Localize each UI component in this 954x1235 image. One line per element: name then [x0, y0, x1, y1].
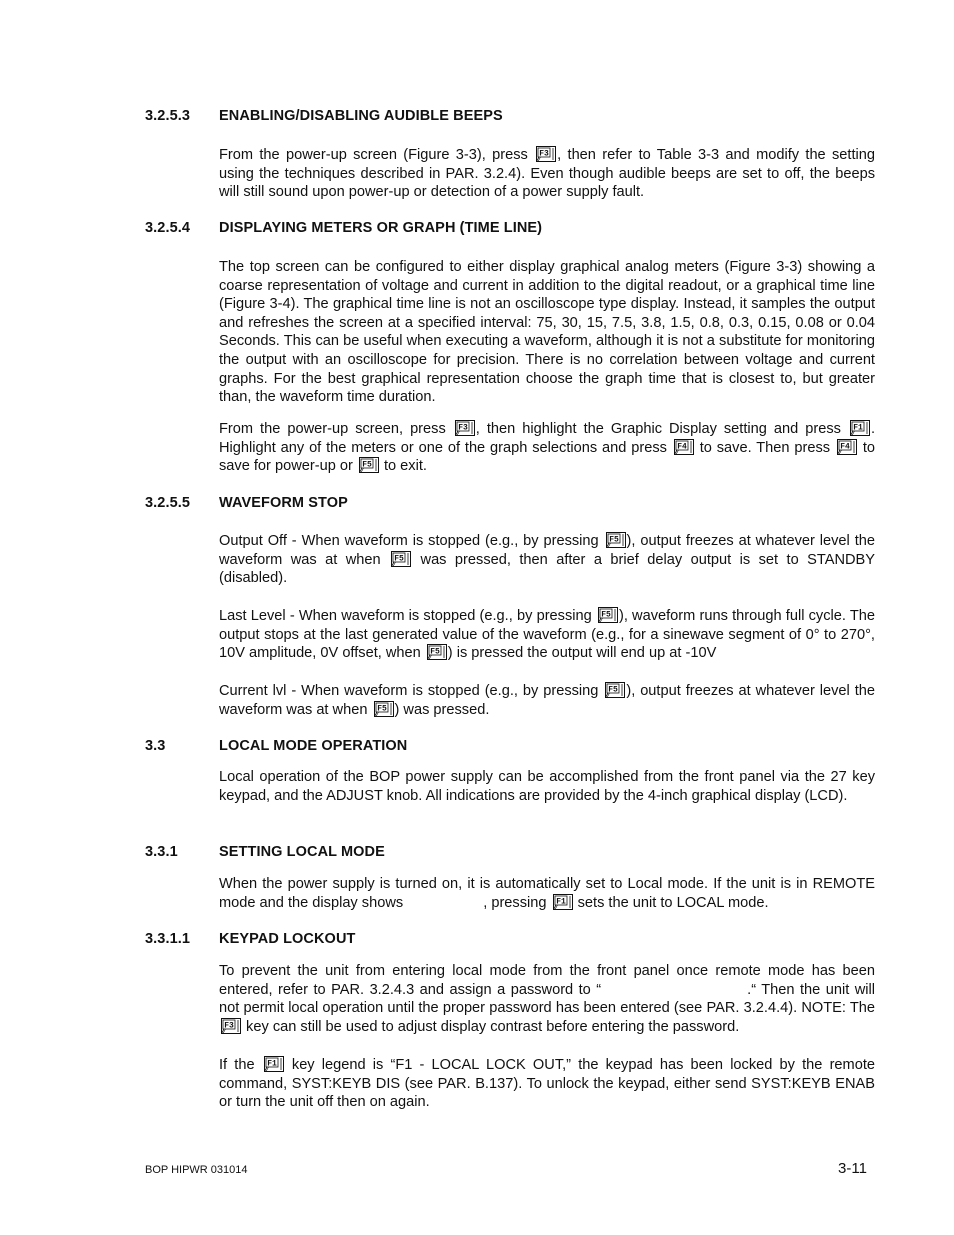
f1-key-icon: [552, 894, 573, 910]
keycap-graphic: [849, 420, 870, 436]
paragraph: The top screen can be configured to either display graphical analog meters (Figure 3-3) showing a coarse representation of voltage and current in addition to the digital readout, or a graphical time line (Figure 3-4). The graphical time line is not an oscilloscope type display. Instead, it samples the output and refreshes the screen at a specified interval: 75, 30, 15, 7.5, 3.8, 1.5, 0.8, 0.3, 0.15, 0.08 or 0.04 Seconds. This can be useful when executing a waveform, although it is not a substitute for monitoring the output with an oscilloscope for precision. There is no correlation between voltage and current graphs. For the best graphical representation choose the graph time that is closest to, but greater than, the waveform time duration.: [219, 259, 875, 406]
section-title: WAVEFORM STOP: [219, 495, 348, 511]
section-number: 3.3.1: [145, 844, 178, 860]
svg-text:F1: F1: [853, 423, 863, 433]
keycap-graphic: [836, 439, 857, 455]
keycap-graphic: [390, 551, 411, 567]
section-title: ENABLING/DISABLING AUDIBLE BEEPS: [219, 108, 503, 124]
section-number: 3.2.5.5: [145, 495, 191, 511]
section-number: 3.2.5.4: [145, 220, 191, 236]
f1-key-icon: [849, 420, 870, 436]
paragraph: Last Level - When waveform is stopped (e.g., by pressing F5 ), waveform runs through full cycle. The output stops at the last generated value of the waveform (e.g., for a sinewave segment of 0° to 270°, 10V amplitude, 0V offset, when F5 ) is pressed the output will end up at -10V: [219, 608, 876, 662]
section-title: LOCAL MODE OPERATION: [219, 738, 408, 754]
svg-text:F5: F5: [601, 610, 611, 620]
f5-key-icon: [605, 532, 626, 548]
f3-key-icon: [220, 1018, 241, 1034]
keycap-graphic: [263, 1056, 284, 1072]
f5-key-icon: [358, 457, 379, 473]
paragraph: When the power supply is turned on, it is automatically set to Local mode. If the unit is in REMOTE mode and the display shows , pressing F1 sets the unit to LOCAL mode.: [219, 876, 875, 911]
section-title: KEYPAD LOCKOUT: [219, 931, 356, 947]
svg-text:F5: F5: [362, 460, 372, 470]
paragraph: Current lvl - When waveform is stopped (e.g., by pressing F5 ), output freezes at whatever level the waveform was at when F5 ) was pressed.: [219, 683, 875, 718]
section-number: 3.3: [145, 738, 166, 754]
f5-key-icon: [597, 607, 618, 623]
keycap-graphic: [454, 420, 475, 436]
f3-key-icon: [454, 420, 475, 436]
section-number: 3.3.1.1: [145, 931, 191, 947]
f5-key-icon: [373, 701, 394, 717]
keycap-graphic: [552, 894, 573, 910]
f1-key-icon: [263, 1056, 284, 1072]
keycap-graphic: [604, 682, 625, 698]
f3-key-icon: [535, 146, 556, 162]
paragraph: From the power-up screen, press F3 , then highlight the Graphic Display setting and press F1 . Highlight any of the meters or one of the graph selections and press F4 to save. Then press F4 to save for power-up or F5 to exit.: [219, 421, 876, 475]
svg-text:F4: F4: [677, 442, 687, 452]
keycap-graphic: [373, 701, 394, 717]
svg-text:F3: F3: [539, 149, 549, 159]
svg-text:F5: F5: [608, 535, 619, 545]
keycap-graphic: [426, 644, 447, 660]
f5-key-icon: [390, 551, 411, 567]
section-number: 3.2.5.3: [145, 108, 191, 124]
section-title: DISPLAYING METERS OR GRAPH (TIME LINE): [219, 220, 543, 236]
svg-text:F5: F5: [608, 685, 619, 695]
keycap-graphic: [597, 607, 618, 623]
section-title: SETTING LOCAL MODE: [219, 844, 385, 860]
paragraph: If the F1 key legend is “F1 - LOCAL LOCK OUT,” the keypad has been locked by the remote command, SYST:KEYB DIS (see PAR. B.137). To unlock the keypad, either send SYST:KEYB ENAB or turn the unit off then on again.: [219, 1057, 875, 1111]
f5-key-icon: [426, 644, 447, 660]
svg-text:F4: F4: [840, 442, 850, 452]
keycap-graphic: [673, 439, 694, 455]
svg-text:F1: F1: [266, 1059, 277, 1069]
svg-text:F3: F3: [224, 1021, 234, 1031]
svg-text:F1: F1: [555, 897, 566, 907]
keycap-graphic: [535, 146, 556, 162]
f4-key-icon: [673, 439, 694, 455]
keycap-graphic: [605, 532, 626, 548]
svg-text:F3: F3: [457, 423, 468, 433]
svg-text:F5: F5: [376, 704, 387, 714]
paragraph: To prevent the unit from entering local mode from the front panel once remote mode has been entered, refer to PAR. 3.2.4.3 and assign a password to “ .“ Then the unit will not permit local operation until the proper password has been entered (see PAR. 3.2.4.4). NOTE: The F3 key can still be used to adjust display contrast before entering the password.: [219, 963, 875, 1035]
footer-doc-id: BOP HIPWR 031014: [145, 1164, 248, 1176]
svg-text:F5: F5: [429, 647, 440, 657]
keycap-graphic: [358, 457, 379, 473]
keycap-graphic: [220, 1018, 241, 1034]
f5-key-icon: [604, 682, 625, 698]
f4-key-icon: [836, 439, 857, 455]
paragraph: From the power-up screen (Figure 3-3), press F3 , then refer to Table 3-3 and modify the setting using the techniques described in PAR. 3.2.4). Even though audible beeps are set to off, the beeps will still sound upon power-up or detection of a power supply fault.: [219, 147, 875, 201]
paragraph: Output Off - When waveform is stopped (e.g., by pressing F5 ), output freezes at whatever level the waveform was at when F5 was pressed, then after a brief delay output is set to STANDBY (disabled).: [219, 533, 875, 587]
svg-text:F5: F5: [394, 554, 404, 564]
footer-page-number: 3-11: [838, 1160, 867, 1177]
paragraph: Local operation of the BOP power supply can be accomplished from the front panel via the 27 key keypad, and the ADJUST knob. All indications are provided by the 4-inch graphical display (LCD).: [219, 769, 875, 804]
